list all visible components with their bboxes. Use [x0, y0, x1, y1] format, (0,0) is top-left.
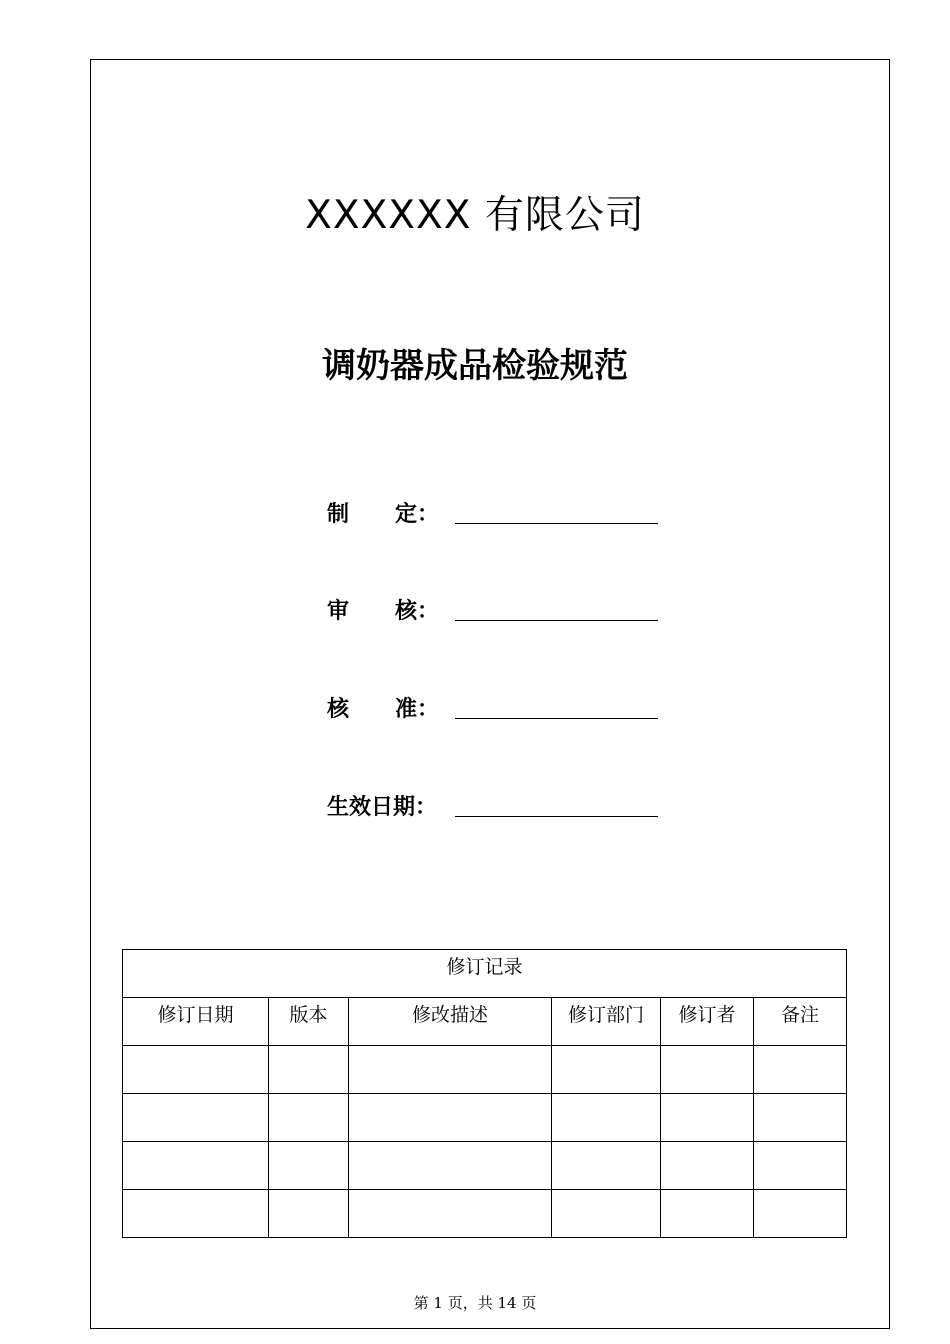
table-cell: [552, 1142, 661, 1190]
signature-line: [455, 718, 658, 719]
table-row: [123, 1190, 847, 1238]
table-cell: [661, 1142, 754, 1190]
header-revision-date: 修订日期: [123, 998, 269, 1046]
table-row: [123, 1142, 847, 1190]
table-cell: [269, 1046, 349, 1094]
table-cell: [552, 1190, 661, 1238]
table-cell: [754, 1046, 847, 1094]
table-row: [123, 1094, 847, 1142]
signature-label: 审 核：: [327, 599, 439, 624]
signature-label: 核 准：: [327, 697, 439, 722]
company-name: XXXXXX 有限公司: [305, 193, 645, 238]
signature-row-approved: [327, 692, 667, 722]
table-cell: [661, 1094, 754, 1142]
signature-row-prepared: [327, 497, 667, 527]
caption-text: 修订记录: [446, 956, 523, 978]
signature-line: [455, 816, 658, 817]
table-cell: [349, 1190, 552, 1238]
header-version: 版本: [269, 998, 349, 1046]
table-cell: [123, 1046, 269, 1094]
table-row: [123, 1046, 847, 1094]
signature-row-effective-date: [327, 790, 667, 820]
document-title: 调奶器成品检验规范: [322, 346, 628, 386]
revision-table-caption: [123, 950, 847, 998]
table-cell: [754, 1190, 847, 1238]
header-remarks: 备注: [754, 998, 847, 1046]
signature-label: 制 定：: [327, 502, 439, 527]
table-cell: [349, 1046, 552, 1094]
table-cell: [123, 1142, 269, 1190]
table-cell: [123, 1094, 269, 1142]
table-cell: [552, 1046, 661, 1094]
table-cell: [269, 1142, 349, 1190]
signature-label: 生效日期：: [327, 795, 438, 820]
table-cell: [269, 1094, 349, 1142]
revision-table: [122, 949, 847, 1238]
table-cell: [552, 1094, 661, 1142]
table-cell: [269, 1190, 349, 1238]
table-header-row: [123, 998, 847, 1046]
signature-line: [455, 523, 658, 524]
header-reviser: 修订者: [661, 998, 754, 1046]
page-number: 第 1 页，共 14 页: [413, 1294, 537, 1312]
table-cell: [661, 1190, 754, 1238]
table-cell: [349, 1094, 552, 1142]
signature-line: [455, 620, 658, 621]
table-cell: [349, 1142, 552, 1190]
table-cell: [661, 1046, 754, 1094]
table-cell: [123, 1190, 269, 1238]
table-cell: [754, 1142, 847, 1190]
header-change-description: 修改描述: [349, 998, 552, 1046]
signature-row-reviewed: [327, 594, 667, 624]
header-department: 修订部门: [552, 998, 661, 1046]
table-cell: [754, 1094, 847, 1142]
